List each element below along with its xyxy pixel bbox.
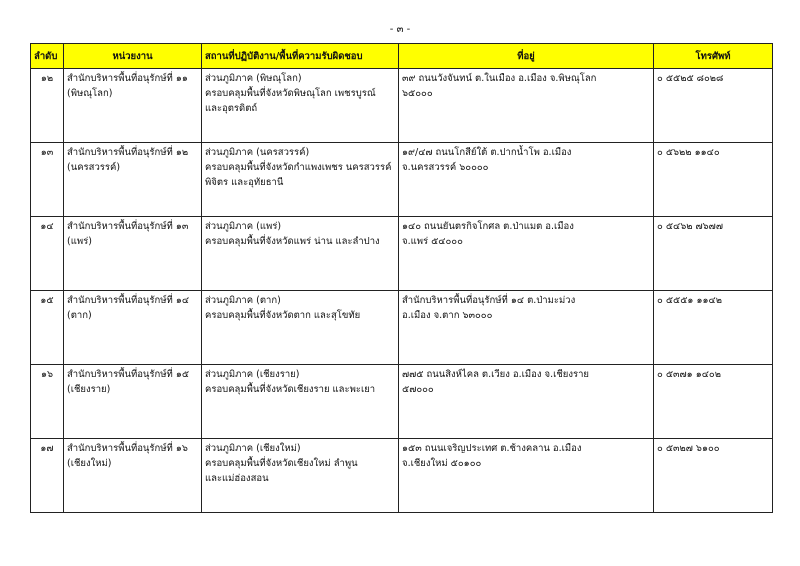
address-line: อ.เมือง จ.ตาก ๖๓๐๐๐ [402, 310, 493, 321]
phone-cell: ๐ ๕๓๗๑ ๑๔๐๒ [654, 365, 773, 439]
row-number: ๑๕ [31, 291, 64, 365]
address-line: ๖๕๐๐๐ [402, 88, 433, 99]
unit-line: (พิษณุโลก) [67, 88, 113, 99]
header-no: ลำดับ [31, 44, 64, 69]
address-cell [399, 69, 654, 143]
unit-line: (ตาก) [67, 310, 92, 321]
area-cell [202, 439, 399, 513]
address-line: สำนักบริหารพื้นที่อนุรักษ์ที่ ๑๔ ต.ป่ามะม่วง [402, 295, 576, 306]
address-cell [399, 365, 654, 439]
unit-line: สำนักบริหารพื้นที่อนุรักษ์ที่ ๑๕ [67, 369, 190, 380]
row-number: ๑๖ [31, 365, 64, 439]
address-line: ๑๕๓ ถนนเจริญประเทศ ต.ช้างคลาน อ.เมือง [402, 443, 582, 454]
header-row [31, 44, 773, 69]
header-phone: โทรศัพท์ [654, 44, 773, 69]
row-number: ๑๒ [31, 69, 64, 143]
phone-cell: ๐ ๕๕๕๑ ๑๑๔๒ [654, 291, 773, 365]
phone-cell: ๐ ๕๕๒๕ ๘๐๒๘ [654, 69, 773, 143]
unit-line: สำนักบริหารพื้นที่อนุรักษ์ที่ ๑๔ [67, 295, 190, 306]
area-line: ครอบคลุมพื้นที่จังหวัดเชียงราย และพะเยา [205, 384, 376, 395]
table-row [31, 365, 773, 439]
row-number: ๑๓ [31, 143, 64, 217]
area-line: พิจิตร และอุทัยธานี [205, 177, 284, 188]
unit-line: สำนักบริหารพื้นที่อนุรักษ์ที่ ๑๑ [67, 73, 188, 84]
address-line: ๕๗๐๐๐ [402, 384, 434, 395]
area-line: ครอบคลุมพื้นที่จังหวัดพิษณุโลก เพชรบูรณ์ [205, 88, 376, 99]
table-row [31, 291, 773, 365]
area-cell [202, 217, 399, 291]
area-line: ครอบคลุมพื้นที่จังหวัดกำแพงเพชร นครสวรรค์ [205, 162, 392, 173]
unit-line: (แพร่) [67, 236, 92, 247]
header-address: ที่อยู่ [399, 44, 654, 69]
address-line: จ.แพร่ ๕๔๐๐๐ [402, 236, 463, 247]
phone-cell: ๐ ๕๔๖๒ ๗๖๗๗ [654, 217, 773, 291]
unit-line: สำนักบริหารพื้นที่อนุรักษ์ที่ ๑๒ [67, 147, 189, 158]
unit-cell [64, 291, 202, 365]
row-number: ๑๗ [31, 439, 64, 513]
address-line: ๗๗๕ ถนนสิงห์ไคล ต.เวียง อ.เมือง จ.เชียงราย [402, 369, 589, 380]
area-line: ครอบคลุมพื้นที่จังหวัดตาก และสุโขทัย [205, 310, 361, 321]
unit-cell [64, 143, 202, 217]
unit-line: สำนักบริหารพื้นที่อนุรักษ์ที่ ๑๖ [67, 443, 188, 454]
unit-cell [64, 217, 202, 291]
unit-line: (นครสวรรค์) [67, 162, 121, 173]
area-line: ส่วนภูมิภาค (นครสวรรค์) [205, 147, 310, 158]
table-row [31, 143, 773, 217]
unit-cell [64, 69, 202, 143]
address-line: ๓๙ ถนนวังจันทน์ ต.ในเมือง อ.เมือง จ.พิษณุโลก [402, 73, 597, 84]
header-unit: หน่วยงาน [64, 44, 202, 69]
header-area: สถานที่ปฏิบัติงาน/พื้นที่ความรับผิดชอบ [202, 44, 399, 69]
area-line: และแม่ฮ่องสอน [205, 473, 269, 484]
area-line: ส่วนภูมิภาค (เชียงราย) [205, 369, 300, 380]
table-row [31, 439, 773, 513]
unit-line: สำนักบริหารพื้นที่อนุรักษ์ที่ ๑๓ [67, 221, 189, 232]
address-cell [399, 291, 654, 365]
area-line: และอุตรดิตถ์ [205, 103, 258, 114]
unit-cell [64, 365, 202, 439]
table-row [31, 69, 773, 143]
area-cell [202, 143, 399, 217]
area-line: ครอบคลุมพื้นที่จังหวัดเชียงใหม่ ลำพูน [205, 458, 358, 469]
area-line: ส่วนภูมิภาค (แพร่) [205, 221, 282, 232]
address-cell [399, 143, 654, 217]
area-cell [202, 291, 399, 365]
phone-cell: ๐ ๕๓๒๗ ๖๑๐๐ [654, 439, 773, 513]
address-line: จ.เชียงใหม่ ๕๐๑๐๐ [402, 458, 482, 469]
address-cell [399, 439, 654, 513]
area-cell [202, 69, 399, 143]
address-line: ๑๔๐ ถนนยันตรกิจโกศล ต.ป่าแมต อ.เมือง [402, 221, 574, 232]
phone-cell: ๐ ๕๖๒๒ ๑๑๔๐ [654, 143, 773, 217]
row-number: ๑๔ [31, 217, 64, 291]
unit-line: (เชียงราย) [67, 384, 111, 395]
unit-line: (เชียงใหม่) [67, 458, 112, 469]
unit-cell [64, 439, 202, 513]
address-cell [399, 217, 654, 291]
area-line: ส่วนภูมิภาค (ตาก) [205, 295, 281, 306]
office-table [30, 43, 773, 513]
address-line: ๑๙/๔๗ ถนนโกสีย์ใต้ ต.ปากน้ำโพ อ.เมือง [402, 147, 572, 158]
address-line: จ.นครสวรรค์ ๖๐๐๐๐ [402, 162, 489, 173]
area-line: ครอบคลุมพื้นที่จังหวัดแพร่ น่าน และลำปาง [205, 236, 380, 247]
area-line: ส่วนภูมิภาค (เชียงใหม่) [205, 443, 301, 454]
area-cell [202, 365, 399, 439]
page-number: - ๓ - [389, 24, 411, 35]
area-line: ส่วนภูมิภาค (พิษณุโลก) [205, 73, 302, 84]
table-row [31, 217, 773, 291]
